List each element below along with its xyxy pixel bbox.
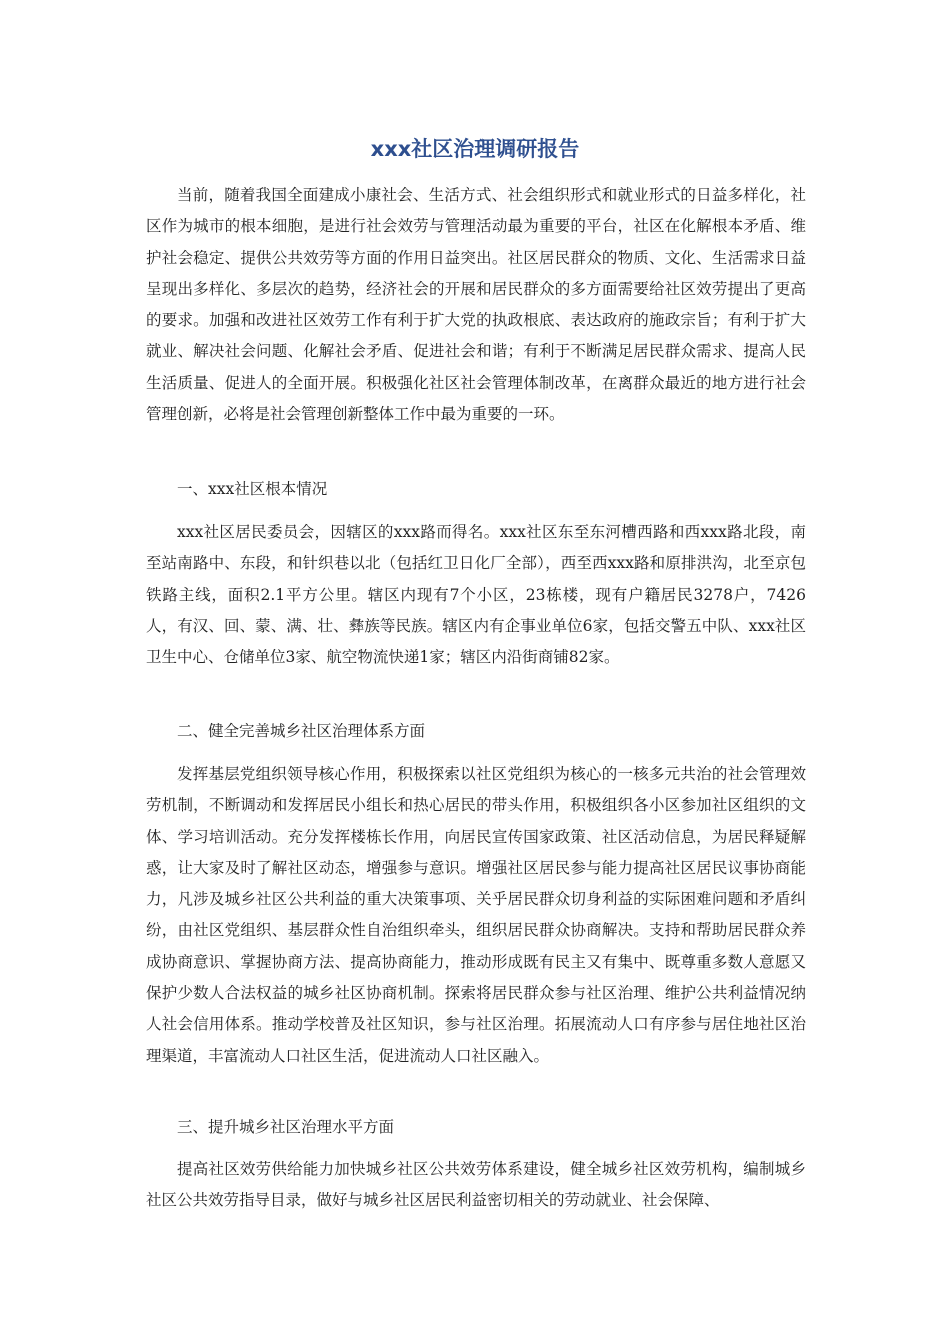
section-3-paragraph: 提高社区效劳供给能力加快城乡社区公共效劳体系建设，健全城乡社区效劳机构，编制城乡社区公共效劳指导目录，做好与城乡社区居民利益密切相关的劳动就业、社会保障、 xyxy=(146,1160,806,1210)
intro-paragraph: 当前，随着我国全面建成小康社会、生活方式、社会组织形式和就业形式的日益多样化，社区作为城市的根本细胞，是进行社会效劳与管理活动最为重要的平台，社区在化解根本矛盾、维护社会稳定、提供公共效劳等方面的作用日益突出。社区居民群众的物质、文化、生活需求日益呈现出多样化、多层次的趋势，经济社会的开展和居民群众的多方面需要给社区效劳提出了更高的要求。加强和改进社区效劳工作有利于扩大党的执政根底、表达政府的施政宗旨；有利于扩大就业、解决社会问题、化解社会矛盾、促进社会和谐；有利于不断满足居民群众需求、提高人民生活质量、促进人的全面开展。积极强化社区社会管理体制改革，在离群众最近的地方进行社会管理创新，必将是社会管理创新整体工作中最为重要的一环。 xyxy=(146,186,806,424)
section-2-heading: 二、健全完善城乡社区治理体系方面 xyxy=(177,722,426,740)
section-1-paragraph: xxx社区居民委员会，因辖区的xxx路而得名。xxx社区东至东河槽西路和西xxx路北段，南至站南路中、东段，和针织巷以北（包括红卫日化厂全部），西至西xxx路和原排洪沟，北至京包铁路主线，面积2.1平方公里。辖区内现有7个小区，23栋楼，现有户籍居民3278户，7426人，有汉、回、蒙、满、壮、彝族等民族。辖区内有企事业单位6家，包括交警五中队、xxx社区卫生中心、仓储单位3家、航空物流快递1家；辖区内沿街商铺82家。 xyxy=(146,523,806,667)
section-1-heading: 一、xxx社区根本情况 xyxy=(177,480,328,498)
section-3-heading: 三、提升城乡社区治理水平方面 xyxy=(177,1118,395,1136)
section-2-paragraph: 发挥基层党组织领导核心作用，积极探索以社区党组织为核心的一核多元共治的社会管理效劳机制，不断调动和发挥居民小组长和热心居民的带头作用，积极组织各小区参加社区组织的文体、学习培训活动。充分发挥楼栋长作用，向居民宣传国家政策、社区活动信息，为居民释疑解惑，让大家及时了解社区动态，增强参与意识。增强社区居民参与能力提高社区居民议事协商能力，凡涉及城乡社区公共利益的重大决策事项、关乎居民群众切身利益的实际困难问题和矛盾纠纷，由社区党组织、基层群众性自治组织牵头，组织居民群众协商解决。支持和帮助居民群众养成协商意识、掌握协商方法、提高协商能力，推动形成既有民主又有集中、既尊重多数人意愿又保护少数人合法权益的城乡社区协商机制。探索将居民群众参与社区治理、维护公共利益情况纳人社会信用体系。推动学校普及社区知识，参与社区治理。拓展流动人口有序参与居住地社区治理渠道，丰富流动人口社区生活，促进流动人口社区融入。 xyxy=(146,765,806,1065)
document-title: xxx社区治理调研报告 xyxy=(370,137,580,161)
